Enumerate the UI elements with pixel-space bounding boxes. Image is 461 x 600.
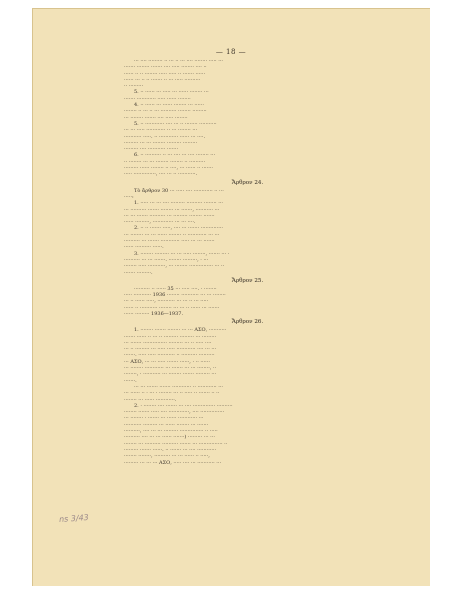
text-line: 1. ········ ······· ········ ··· ··· ΑΣΟ, ··········· <box>134 327 227 334</box>
text-line: ········· ···· ··········· ······· <box>124 146 179 153</box>
text-line: Τὸ ἄρθρον 30 ··· ····· ···· ············ ·· ··· <box>134 187 224 194</box>
paragraph <box>124 327 371 384</box>
text-line: ········· ······ ········ ·· ····, ··· ······ ·· ······· <box>124 165 214 172</box>
text-line: 5. ·· ······ ··· ····· ··· ······ ········ ··· <box>134 89 209 96</box>
text-line: 3. ········ ········· ··· ··· ····· ········, ······· ··· · <box>134 250 230 257</box>
paragraph <box>124 58 371 89</box>
page-number: — 18 — <box>215 48 247 56</box>
text-line: ··· ········ ············ ··· ······· ··· ··· ········, ·· <box>124 365 217 372</box>
text-line: ····· ··········· 1936 ········ ··········· ··· ··· ········ <box>124 292 226 299</box>
article-heading: Ἄρθρον 24. <box>231 179 264 186</box>
article-heading: Ἄρθρον 26. <box>231 319 264 326</box>
text-line: ······ ·········· ······. <box>124 244 164 251</box>
paragraph <box>124 121 371 152</box>
text-line: ··· ······· ··············· ········· ··· ·· ····· ···· <box>124 339 212 346</box>
paragraph <box>124 102 371 121</box>
text-line: ······· ············ ····· ······ ········ <box>124 95 191 102</box>
text-line: ··· ······ ·· · ··· · ········ ··· ·· ····· ·· ······· ·· ·· <box>124 390 220 397</box>
text-line: ·········· ·· ······ 35 ··· ····· ····. · ········ <box>134 285 217 292</box>
text-line: ······ ··· ·· ·· ······· ·· ··· ····· ·········· <box>124 76 201 83</box>
text-line: ······· ········ ······· ···· ····· ········ ···· ·· <box>124 64 207 71</box>
text-line: ··········, ···· ··· ··· ········· ··············· ·· ····· <box>124 428 218 435</box>
text-line: ··· ··· ······· ······· ············ ·· ············ ··· <box>134 383 224 390</box>
text-line: 5. ·· ············ ···· ··· ·· ········ ··········· <box>134 120 217 127</box>
paragraph <box>124 188 371 201</box>
paragraph <box>124 403 371 466</box>
text-line: ··· ········ ··· ··· ······ ········ ·· ············ ··· ··· <box>124 231 220 238</box>
paragraph <box>124 152 371 177</box>
text-line: ··········· ········· ··· ······ ········ ··· ······· <box>124 421 209 428</box>
text-line: 2. ·· ·· ······· ·····, ···· ··· ······· ·············· <box>134 225 224 232</box>
document-body <box>124 58 371 466</box>
text-line: ········ ······· ····· ···· ·············, ···· ··············· <box>124 409 225 416</box>
text-line: ·· ········ ··· ··· ········ ········ ·· ·········· <box>124 158 206 165</box>
text-line: ·· ········· <box>124 83 144 90</box>
text-line: ········ ··· ·········· ·········· ······· ··· ··············· ·· <box>124 440 228 447</box>
paragraph <box>124 384 371 403</box>
text-line: ······ ·· ·· ········ ····· ····· ·· ······· ······ <box>124 70 206 77</box>
document-page <box>32 8 430 586</box>
text-line: ··· ΑΣΟ, ··· ··· ····· ······· ······, · ·· ······ <box>124 358 210 365</box>
paragraph <box>124 286 371 317</box>
text-line: 1. ····· ··· ··· ···· ········· ·········· ········ ··· <box>134 200 224 207</box>
text-line: ··· ·· ······ ·····, ··········· ··· ··· ·· ··· ····· <box>124 298 209 305</box>
text-line: ·······. <box>124 377 137 384</box>
text-line: ······ ········· 1936—1937. <box>124 310 184 317</box>
text-line: ········ ··· ······ ············. <box>124 396 177 403</box>
paragraph <box>124 251 371 276</box>
handwritten-note: ns 3/43 <box>58 512 90 525</box>
text-line: ··· ···· ········· ·· ··· ·· ··· ···· ········ ····· ··· <box>134 58 224 64</box>
text-line: ·········· ···· ··· ··· ······ ·······) ········· ··· ··· <box>124 434 215 441</box>
text-line: ········ ·· ··· ·· ··· ·········· ········ ········· <box>124 108 207 115</box>
text-line: ········ ········, ·········· ··· ··· ······ ·· ·····, <box>124 453 210 460</box>
text-line: ····· ··············, ···· ··· ·· ···········. <box>124 171 198 178</box>
article-heading: Ἄρθρον 25. <box>231 277 264 284</box>
text-line: ······ ·· ··········· ········ ··· ··· ·· ······ ··· ······· <box>124 304 220 311</box>
text-line: ··· ··· ······· ·········· ··· ········· ········ ······· <box>124 212 215 219</box>
text-line: ··· ········ ······· ···· ····· ········ <box>124 114 188 121</box>
text-line: ········· ··· ··· ··· ΑΣΟ, ····· ···· ··· ··········· ··· <box>124 459 222 466</box>
text-line: ··· ··· ····· ············ ·· ··· ········ ··· <box>124 127 198 134</box>
text-line: ······· ·········. <box>124 269 153 276</box>
paragraph <box>124 200 371 225</box>
text-line: 4. ·· ······ ··· ······ ········ ··· ······ <box>134 102 204 109</box>
text-line: ··········· ·····. ·· ············ ······ ··· ····. <box>124 133 206 140</box>
text-line: 6. ·· ·········· ·· ··· ···· ··· ···· ········ ··· <box>134 152 216 159</box>
text-line: ··· ········ · ······· ··· ······ ············ ··· <box>124 415 204 422</box>
paragraph <box>124 89 371 102</box>
text-line: ········· ······· ······. ·· ······· ··· ···· ············ <box>124 446 217 453</box>
paragraph <box>124 225 371 250</box>
text-line: ·········· ··· ······· ············ ····· ··· ··· ······· <box>124 238 215 245</box>
text-line: ········ ····· ···········, ··· ········ ··············· ··· ·· <box>124 263 225 270</box>
text-line: ··· ·· ········· ··· ····· ····· ············ ···· ··· ··· <box>124 346 217 353</box>
text-line: ··· ·········· ······· ········ ··· ·······, ··········· ··· <box>124 206 220 213</box>
text-line: 2. · ········ ···· ······· ··· ···· ·············· ·········· <box>134 402 233 409</box>
text-line: ········· ··· ··· ········ ········· ········· <box>124 139 198 146</box>
text-line: ······· ······ ·· ··· ·· ········· ········· ··· ········· <box>124 333 217 340</box>
text-line: ·····: <box>124 193 134 200</box>
text-line: ········, · ··········· ··· ········ ······· ········· ··· <box>124 371 217 378</box>
text-line: ······ ·········, ············· ··· ··· ····. <box>124 219 196 226</box>
text-line: ·········· ··· ··· ·······. ········ ·········, · ··· <box>124 256 209 263</box>
text-line: ·······. ····· ····· ··········· ·· ·········· ·········· <box>124 352 215 359</box>
